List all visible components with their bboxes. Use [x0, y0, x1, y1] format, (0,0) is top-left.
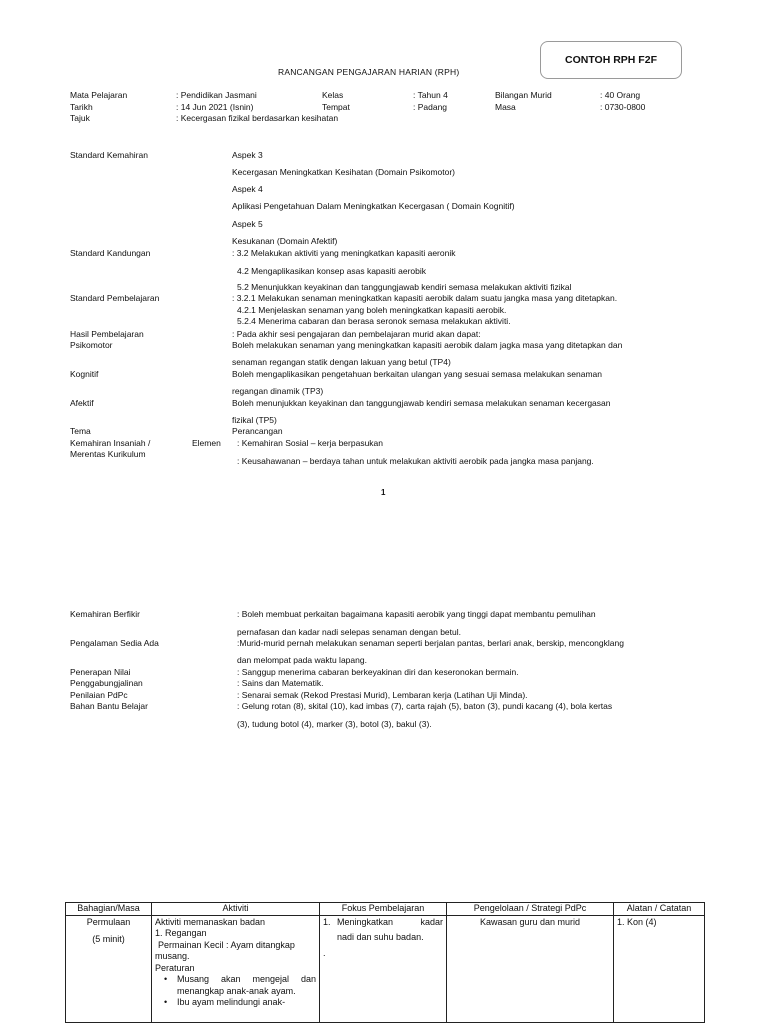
tarikh-label: Tarikh	[70, 102, 93, 112]
standard-kandungan-line: : 3.2 Melakukan aktiviti yang meningkatkan kapasiti aeronik	[232, 248, 456, 258]
kemahiran-berfikir-label: Kemahiran Berfikir	[70, 609, 140, 619]
fokus-number: 1.	[323, 916, 331, 927]
fokus-cell	[320, 915, 447, 1022]
kemahiran-berfikir-line: : Boleh membuat perkaitan bagaimana kapasiti aerobik yang tinggi dapat membantu pemulihan	[237, 609, 596, 619]
psikomotor-line: senaman regangan statik dengan lakuan yang betul (TP4)	[232, 357, 451, 367]
pengalaman-sedia-ada-label: Pengalaman Sedia Ada	[70, 638, 159, 648]
masa-value: : 0730-0800	[600, 102, 646, 112]
alatan-cell	[614, 915, 705, 1022]
bahagian-cell	[66, 915, 152, 1022]
page-number: 1	[381, 488, 386, 497]
fokus-text: Meningkatkan kadar	[337, 916, 443, 927]
alatan-text: 1. Kon (4)	[617, 916, 657, 927]
aktiviti-sub: 1. Regangan	[155, 928, 207, 938]
psikomotor-line: Boleh melakukan senaman yang meningkatkan kapasiti aerobik dalam jagka masa yang ditetapkan dan	[232, 340, 623, 350]
merentas-kurikulum-label: Merentas Kurikulum	[70, 449, 146, 459]
standard-kandungan-line: 4.2 Mengaplikasikan konsep asas kapasiti aerobik	[237, 266, 427, 276]
table-header-row	[66, 903, 705, 916]
tema-value: Perancangan	[232, 426, 283, 436]
afektif-label: Afektif	[70, 398, 94, 408]
standard-kemahiran-label: Standard Kemahiran	[70, 150, 148, 160]
aspek-3-desc: Kecergasan Meningkatkan Kesihatan (Domain Psikomotor)	[232, 167, 456, 177]
kelas-label: Kelas	[322, 90, 344, 100]
aktiviti-sub: Permainan Kecil : Ayam ditangkap	[158, 939, 295, 950]
penilaian-pdpc-value: : Senarai semak (Rekod Prestasi Murid), Lembaran kerja (Latihan Uji Minda).	[237, 690, 528, 700]
hasil-pembelajaran-label: Hasil Pembelajaran	[70, 329, 144, 339]
column-header-pengelolaan: Pengelolaan / Strategi PdPc	[447, 903, 614, 916]
kognitif-line: regangan dinamik (TP3)	[232, 386, 324, 396]
bahan-bantu-belajar-line: : Gelung rotan (8), skital (10), kad imbas (7), carta rajah (5), baton (3), pundi kacang (4), bola kertas	[237, 701, 613, 711]
standard-kandungan-line: 5.2 Menunjukkan keyakinan dan tanggungjawab kendiri semasa melakukan aktiviti fizikal	[237, 282, 572, 292]
standard-pembelajaran-label: Standard Pembelajaran	[70, 293, 160, 303]
column-header-aktiviti: Aktiviti	[152, 903, 320, 916]
standard-pembelajaran-line: : 3.2.1 Melakukan senaman meningkatkan kapasiti aerobik dalam suatu jangka masa yang ditetapkan.	[232, 293, 618, 303]
tarikh-value: : 14 Jun 2021 (Isnin)	[176, 102, 254, 112]
kemahiran-insaniah-label: Kemahiran Insaniah /	[70, 438, 151, 448]
tema-label: Tema	[70, 426, 91, 436]
aspek-3: Aspek 3	[232, 150, 263, 160]
activity-table	[65, 902, 705, 1023]
column-header-alatan: Alatan / Catatan	[614, 903, 705, 916]
mata-pelajaran-label: Mata Pelajaran	[70, 90, 128, 100]
list-item: • Musang akan mengejal dan menangkap anak-anak ayam.	[177, 974, 316, 997]
aktiviti-cell	[152, 915, 320, 1022]
tajuk-label: Tajuk	[70, 113, 90, 123]
standard-pembelajaran-line: 4.2.1 Menjelaskan senaman yang boleh meningkatkan kapasiti aerobik.	[237, 305, 507, 315]
penerapan-nilai-value: : Sanggup menerima cabaran berkeyakinan diri dan keseronokan bermain.	[237, 667, 519, 677]
pengalaman-sedia-ada-line: dan melompat pada waktu lapang.	[237, 655, 367, 665]
kemahiran-insaniah-line: : Kemahiran Sosial – kerja berpasukan	[237, 438, 383, 448]
kognitif-line: Boleh mengaplikasikan pengetahuan berkaitan ulangan yang sesuai semasa melakukan senaman	[232, 369, 602, 379]
bahagian-duration: (5 minit)	[92, 934, 125, 944]
penerapan-nilai-label: Penerapan Nilai	[70, 667, 131, 677]
fokus-dot: .	[323, 947, 326, 958]
bahan-bantu-belajar-line: (3), tudung botol (4), marker (3), botol (3), bakul (3).	[237, 719, 432, 729]
pengalaman-sedia-ada-line: :Murid-murid pernah melakukan senaman seperti berjalan pantas, berlari anak, berskip, mencongklang	[237, 638, 624, 648]
penggabungjalinan-value: : Sains dan Matematik.	[237, 678, 324, 688]
kognitif-label: Kognitif	[70, 369, 99, 379]
bahagian-name: Permulaan	[86, 916, 131, 927]
mata-pelajaran-value: : Pendidikan Jasmani	[176, 90, 257, 100]
column-header-fokus: Fokus Pembelajaran	[320, 903, 447, 916]
standard-pembelajaran-line: 5.2.4 Menerima cabaran dan berasa seronok semasa melakukan aktiviti.	[237, 316, 511, 326]
tempat-value: : Padang	[413, 102, 448, 112]
aspek-4-desc: Aplikasi Pengetahuan Dalam Meningkatkan Kecergasan ( Domain Kognitif)	[232, 201, 515, 211]
contoh-rph-badge: CONTOH RPH F2F	[540, 41, 682, 79]
peraturan-heading: Peraturan	[155, 962, 195, 973]
tajuk-value: : Kecergasan fizikal berdasarkan kesihatan	[176, 113, 339, 123]
bilangan-murid-value: : 40 Orang	[600, 90, 641, 100]
elemen-label: Elemen	[192, 438, 221, 448]
kemahiran-insaniah-line: : Keusahawanan – berdaya tahan untuk melakukan aktiviti aerobik pada jangka masa panjang.	[237, 456, 594, 466]
aspek-5-desc: Kesukanan (Domain Afektif)	[232, 236, 338, 246]
aspek-4: Aspek 4	[232, 184, 263, 194]
column-header-bahagian: Bahagian/Masa	[66, 903, 152, 916]
list-item: • Ibu ayam melindungi anak-	[177, 997, 316, 1009]
aspek-5: Aspek 5	[232, 219, 263, 229]
masa-label: Masa	[495, 102, 516, 112]
penggabungjalinan-label: Penggabungjalinan	[70, 678, 143, 688]
afektif-line: fizikal (TP5)	[232, 415, 277, 425]
fokus-item	[323, 917, 443, 929]
psikomotor-label: Psikomotor	[70, 340, 113, 350]
bahan-bantu-belajar-label: Bahan Bantu Belajar	[70, 701, 148, 711]
kelas-value: : Tahun 4	[413, 90, 448, 100]
standard-kandungan-label: Standard Kandungan	[70, 248, 151, 258]
tempat-label: Tempat	[322, 102, 350, 112]
penilaian-pdpc-label: Penilaian PdPc	[70, 690, 128, 700]
afektif-line: Boleh menunjukkan keyakinan dan tanggungjawab kendiri semasa melakukan senaman kecergasan	[232, 398, 611, 408]
aktiviti-title: Aktiviti memanaskan badan	[155, 916, 266, 927]
fokus-text: nadi dan suhu badan.	[337, 932, 424, 942]
hasil-pembelajaran-value: : Pada akhir sesi pengajaran dan pembelajaran murid akan dapat:	[232, 329, 481, 339]
peraturan-list	[155, 974, 316, 1009]
aktiviti-sub: musang.	[155, 951, 190, 961]
table-row	[66, 915, 705, 1022]
pengelolaan-cell	[447, 915, 614, 1022]
bilangan-murid-label: Bilangan Murid	[495, 90, 552, 100]
document-title: RANCANGAN PENGAJARAN HARIAN (RPH)	[278, 67, 460, 77]
kemahiran-berfikir-line: pernafasan dan kadar nadi selepas senaman dengan betul.	[237, 627, 462, 637]
pengelolaan-text: Kawasan guru dan murid	[479, 916, 581, 927]
